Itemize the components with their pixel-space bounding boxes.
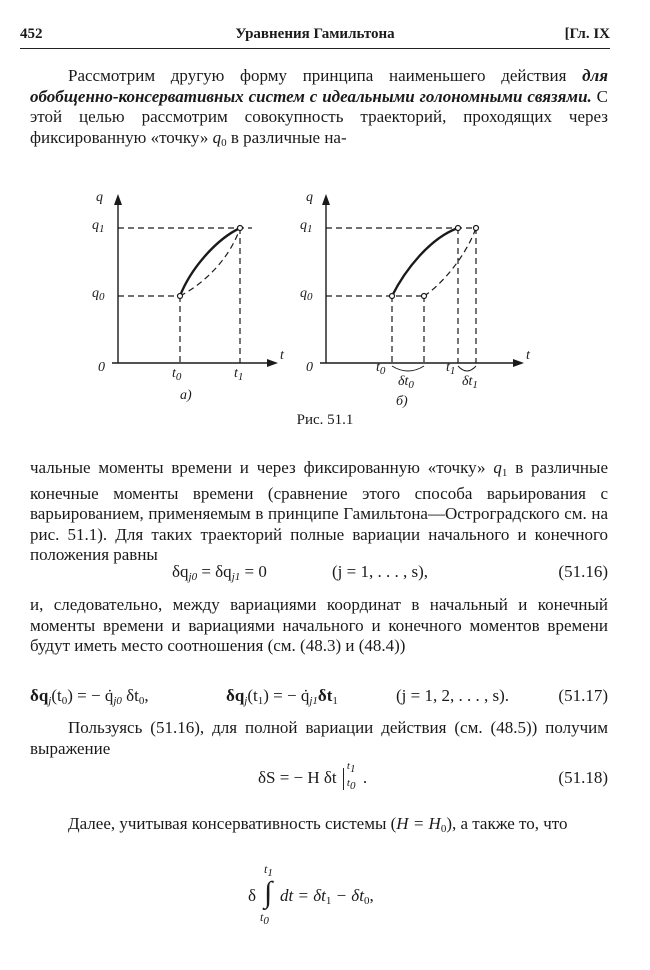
eq5118-expr: δS = − H δt $t_1$ $t_0$ . xyxy=(258,760,368,792)
panel-b-true-path xyxy=(392,228,458,296)
para2-text-b: в различные конечные моменты времени (сравнение этого способа варьирования с варьированием, применяемым в принципе Гамильтона—Остроградского см. на рис. 51.1). Для таких траекторий полные вариации начального и конечного положения равны xyxy=(30,458,608,564)
panel-a-q1-label: $q_1$ xyxy=(92,218,105,235)
panel-b-t-label: t xyxy=(526,348,530,363)
integral-lower: $t_0$ xyxy=(260,910,269,927)
chapter-label: [Гл. IX xyxy=(564,26,610,42)
eq5117-part1: $\delta q_j(t_0)$ = − $q̇_{j0}$ $\delta t_0$, xyxy=(30,686,149,707)
paragraph-1 xyxy=(30,66,608,153)
panel-a-x-arrow xyxy=(267,359,278,367)
panel-a-t1-label: $t_1$ xyxy=(234,366,244,383)
panel-b-dt1-brace xyxy=(458,366,476,371)
panel-b-sublabel: б) xyxy=(396,394,408,409)
panel-a-y-arrow xyxy=(114,194,122,205)
integral-delta: δ xyxy=(248,886,257,905)
panel-b-origin: 0 xyxy=(306,360,313,375)
para1-text-b: С этой целью рассмотрим совокупность траекторий, проходящих через фиксированную «точку» xyxy=(30,86,608,147)
paragraph-2 xyxy=(30,458,608,566)
para2-q1: q xyxy=(493,458,502,477)
integral-equation xyxy=(248,862,448,928)
para5-text-b: ), а также то, что xyxy=(446,814,568,833)
para1-q0-sub: 0 xyxy=(221,136,227,149)
panel-a-t-label: t xyxy=(280,348,284,363)
paragraph-3: и, следовательно, между вариациями координат в начальный и конечный моменты времени и вариациями начального и конечного моментов времени будут иметь место соотношения (см. (48.3) и (48.4)) xyxy=(30,595,608,655)
panel-b-t1-label: $t_1$ xyxy=(446,360,456,377)
panel-b-t0-label: $t_0$ xyxy=(376,360,386,377)
eq5118-tag: (51.18) xyxy=(558,768,608,787)
paragraph-5 xyxy=(30,814,608,840)
panel-b-q-label: q xyxy=(306,190,313,205)
integral-body: dt = $\delta t_1 - \delta t_0$, xyxy=(280,886,374,907)
page-number: 452 xyxy=(20,26,43,42)
para5-cond: H = H xyxy=(396,814,441,833)
integral-upper: $t_1$ xyxy=(264,862,273,879)
eq5117-tag: (51.17) xyxy=(558,686,608,705)
para1-italic: для обобщенно-консервативных систем с идеальными голономными связями. xyxy=(30,66,608,106)
panel-b-x-arrow xyxy=(513,359,524,367)
panel-b-dt0-brace xyxy=(392,366,424,371)
eq5117-part2: $\delta q_j(t_1)$ = − $q̇_{j1}\delta t_1$ xyxy=(226,686,338,707)
panel-a-true-path xyxy=(180,228,240,296)
running-header xyxy=(20,26,610,49)
panel-a-origin: 0 xyxy=(98,360,105,375)
para1-text-c: в различные на- xyxy=(230,127,347,147)
panel-b-y-arrow xyxy=(322,194,330,205)
equation-51-17 xyxy=(30,686,608,712)
equation-51-18 xyxy=(30,760,608,794)
panel-b-q1-label: $q_1$ xyxy=(300,218,313,235)
eq5117-condition: (j = 1, 2, . . . , s). xyxy=(396,686,509,705)
panel-b-dt1-label: $\delta t_1$ xyxy=(462,374,478,391)
figure-51-1 xyxy=(80,188,540,428)
panel-b-varied-path xyxy=(424,228,476,296)
panel-a-q-label: q xyxy=(96,190,103,205)
panel-b-q0-label: $q_0$ xyxy=(300,286,313,303)
para2-q1-sub: 1 xyxy=(501,467,508,479)
integral-sign: ∫ xyxy=(264,876,273,909)
para5-cond-sub: 0 xyxy=(440,823,447,835)
eq5116-condition: (j = 1, . . . , s), xyxy=(332,562,428,581)
equation-51-16 xyxy=(30,562,608,588)
para5-text-a: Далее, учитывая консервативность системы ( xyxy=(68,814,397,833)
para1-q0: q xyxy=(212,127,222,147)
running-title: Уравнения Гамильтона xyxy=(235,26,395,42)
panel-a-q0-label: $q_0$ xyxy=(92,286,105,303)
panel-a-t0-label: $t_0$ xyxy=(172,366,182,383)
para2-text-a: чальные моменты времени и через фиксированную «точку» xyxy=(30,458,486,477)
panel-a-sublabel: а) xyxy=(180,388,192,403)
figure-caption: Рис. 51.1 xyxy=(296,412,354,428)
panel-b-dt0-label: $\delta t_0$ xyxy=(398,374,414,391)
eq5116-tag: (51.16) xyxy=(558,562,608,581)
paragraph-4: Пользуясь (51.16), для полной вариации действия (см. (48.5)) получим выражение xyxy=(30,718,608,758)
panel-a-varied-path xyxy=(180,228,240,296)
eq5116-lhs: $\delta q_{j0} = \delta q_{j1} = 0$ xyxy=(172,562,267,583)
para1-text-a: Рассмотрим другую форму принципа наименьшего действия xyxy=(68,66,567,85)
